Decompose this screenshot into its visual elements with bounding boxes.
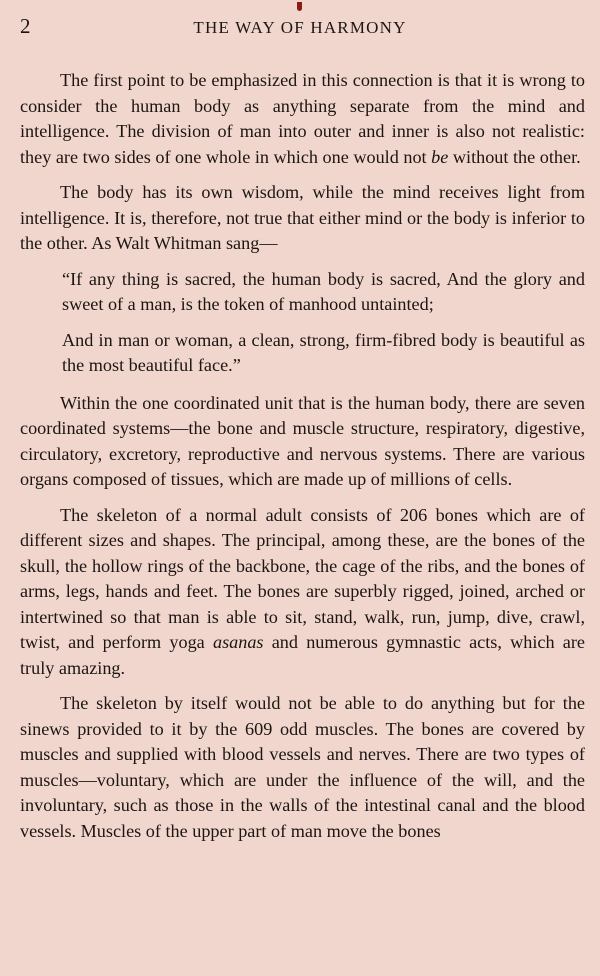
running-head: THE WAY OF HARMONY — [193, 18, 407, 37]
paragraph-3: Within the one coordinated unit that is the human body, there are seven coordinated systems—the bone and muscle structure, respiratory, digestive, circulatory, excretory, reproductive and nervous systems. There are various organs composed of tissues, which are made up of millions of cells. — [20, 392, 585, 489]
ink-mark — [297, 2, 302, 11]
whitman-quote — [20, 267, 585, 379]
paragraph-5: The skeleton by itself would not be able to do anything but for the sinews provided to it by the 609 odd muscles. The bones are covered by muscles and supplied with blood vessels and nerves. There are two types of muscles—voluntary, which are under the influence of the will, and the involuntary, such as those in the walls of the intestinal canal and the blood vessels. Muscles of the upper part of man move the bones — [20, 693, 585, 841]
page-number: 2 — [20, 14, 31, 38]
paragraph-4: The skeleton of a normal adult consists of 206 bones which are of different sizes and shapes. The principal, among these, are the bones of the skull, the hollow rings of the backbone, the cage of the ribs, and the bones of arms, legs, hands and feet. The bones are superbly rigged, joined, arched or intertwined so that man is able to sit, stand, walk, run, jump, dive, crawl, twist, and perform yoga asanas and numerous gymnastic acts, which are truly amazing. — [20, 504, 586, 678]
body-text — [20, 68, 585, 854]
paragraph-2: The body has its own wisdom, while the mind receives light from intelligence. It is, therefore, not true that either mind or the body is inferior to the other. As Walt Whitman sang— — [20, 182, 585, 253]
quote-stanza-1: “If any thing is sacred, the human body is sacred, And the glory and sweet of a man, is the token of manhood untainted; — [62, 268, 585, 314]
paragraph-1: The first point to be emphasized in this connection is that it is wrong to consider the human body as anything separate from the mind and intelligence. The division of man into outer and inner is also not realistic: they are two sides of one whole in which one would not be without the other. — [20, 70, 585, 167]
emphasis-asanas: asanas — [212, 632, 264, 652]
quote-stanza-2: And in man or woman, a clean, strong, firm-fibred body is beautiful as the most beautiful face.” — [62, 329, 585, 375]
emphasis-be: be — [431, 146, 449, 167]
page-header — [0, 14, 600, 44]
